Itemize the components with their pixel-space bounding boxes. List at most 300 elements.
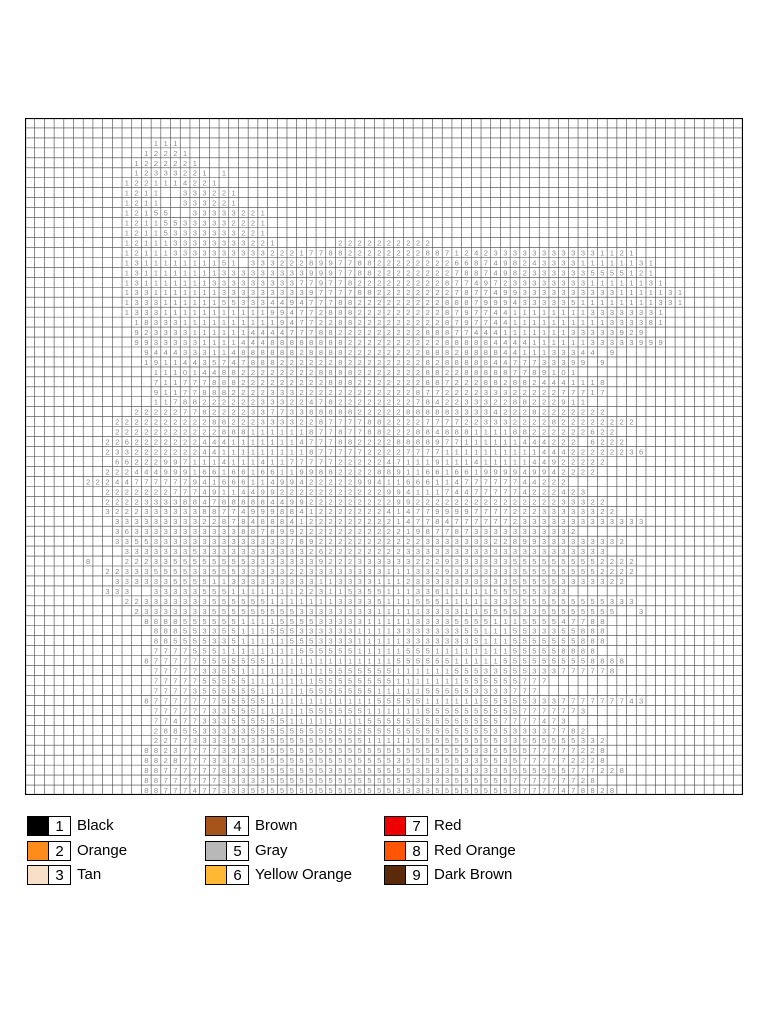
cell-number: 2 [610, 557, 614, 566]
cell-number: 1 [232, 457, 236, 466]
cell-number: 8 [426, 368, 430, 377]
cell-number: 3 [561, 517, 565, 526]
cell-number: 8 [270, 338, 274, 347]
cell-number: 3 [125, 517, 129, 526]
cell-number: 5 [445, 706, 449, 715]
cell-number: 4 [552, 467, 556, 476]
cell-number: 1 [222, 308, 226, 317]
cell-number: 2 [319, 388, 323, 397]
cell-number: 1 [173, 308, 177, 317]
cell-number: 2 [193, 179, 197, 188]
cell-number: 2 [173, 428, 177, 437]
cell-number: 7 [280, 408, 284, 417]
cell-number: 3 [571, 348, 575, 357]
cell-number: 4 [493, 258, 497, 267]
cell-number: 8 [445, 298, 449, 307]
cell-number: 3 [338, 617, 342, 626]
cell-number: 5 [464, 786, 468, 795]
cell-number: 3 [134, 577, 138, 586]
cell-number: 2 [396, 547, 400, 556]
cell-number: 1 [222, 647, 226, 656]
cell-number: 3 [212, 637, 216, 646]
cell-number: 2 [387, 258, 391, 267]
cell-number: 5 [251, 607, 255, 616]
cell-number: 5 [542, 567, 546, 576]
cell-number: 8 [299, 537, 303, 546]
cell-number: 1 [251, 308, 255, 317]
cell-number: 9 [464, 308, 468, 317]
cell-number: 8 [329, 248, 333, 257]
cell-number: 1 [416, 457, 420, 466]
cell-number: 4 [299, 438, 303, 447]
cell-number: 3 [513, 726, 517, 735]
cell-number: 5 [571, 657, 575, 666]
cell-number: 1 [358, 627, 362, 636]
cell-number: 3 [474, 527, 478, 536]
cell-number: 3 [455, 408, 459, 417]
cell-number: 3 [600, 517, 604, 526]
cell-number: 8 [241, 428, 245, 437]
cell-number: 2 [571, 408, 575, 417]
cell-number: 2 [329, 537, 333, 546]
cell-number: 2 [251, 368, 255, 377]
cell-number: 5 [435, 726, 439, 735]
cell-number: 1 [154, 258, 158, 267]
cell-number: 5 [319, 686, 323, 695]
cell-number: 4 [261, 457, 265, 466]
cell-number: 1 [503, 448, 507, 457]
cell-number: 1 [309, 716, 313, 725]
cell-number: 8 [426, 398, 430, 407]
cell-number: 5 [484, 736, 488, 745]
cell-number: 5 [338, 676, 342, 685]
cell-number: 8 [455, 527, 459, 536]
cell-number: 1 [493, 438, 497, 447]
cell-number: 8 [154, 766, 158, 775]
cell-number: 3 [134, 298, 138, 307]
cell-number: 1 [571, 318, 575, 327]
cell-number: 3 [561, 348, 565, 357]
cell-number: 2 [513, 388, 517, 397]
cell-number: 3 [445, 547, 449, 556]
cell-number: 3 [290, 288, 294, 297]
cell-number: 5 [329, 786, 333, 795]
cell-number: 7 [493, 507, 497, 516]
cell-number: 3 [329, 627, 333, 636]
cell-number: 3 [600, 547, 604, 556]
cell-number: 5 [299, 746, 303, 755]
legend-label: Yellow Orange [255, 865, 352, 885]
cell-number: 2 [134, 418, 138, 427]
cell-number: 3 [523, 547, 527, 556]
cell-number: 8 [173, 756, 177, 765]
cell-number: 1 [125, 268, 129, 277]
cell-number: 2 [600, 567, 604, 576]
cell-number: 3 [173, 597, 177, 606]
cell-number: 3 [591, 338, 595, 347]
cell-number: 3 [241, 268, 245, 277]
cell-number: 8 [474, 348, 478, 357]
cell-number: 5 [435, 657, 439, 666]
cell-number: 8 [367, 268, 371, 277]
cell-number: 6 [270, 467, 274, 476]
cell-number: 3 [212, 278, 216, 287]
cell-number: 5 [416, 746, 420, 755]
cell-number: 9 [309, 288, 313, 297]
cell-number: 2 [280, 368, 284, 377]
cell-number: 3 [542, 547, 546, 556]
cell-number: 8 [319, 418, 323, 427]
cell-number: 3 [416, 587, 420, 596]
cell-number: 8 [329, 467, 333, 476]
cell-number: 7 [484, 477, 488, 486]
cell-number: 1 [241, 438, 245, 447]
cell-number: 3 [484, 686, 488, 695]
cell-number: 5 [270, 746, 274, 755]
cell-number: 1 [164, 398, 168, 407]
cell-number: 7 [193, 657, 197, 666]
cell-number: 3 [552, 547, 556, 556]
cell-number: 5 [455, 617, 459, 626]
cell-number: 2 [610, 766, 614, 775]
cell-number: 1 [523, 318, 527, 327]
cell-number: 3 [144, 308, 148, 317]
cell-number: 2 [474, 378, 478, 387]
cell-number: 2 [329, 557, 333, 566]
cell-number: 2 [358, 467, 362, 476]
cell-number: 1 [396, 706, 400, 715]
cell-number: 7 [513, 686, 517, 695]
cell-number: 2 [309, 527, 313, 536]
cell-number: 1 [542, 338, 546, 347]
cell-number: 3 [232, 537, 236, 546]
cell-number: 7 [173, 766, 177, 775]
cell-number: 2 [503, 537, 507, 546]
cell-number: 1 [290, 657, 294, 666]
legend-swatch [27, 841, 49, 861]
cell-number: 1 [329, 716, 333, 725]
cell-number: 3 [552, 517, 556, 526]
cell-number: 3 [542, 507, 546, 516]
cell-number: 3 [426, 587, 430, 596]
cell-number: 2 [493, 497, 497, 506]
cell-number: 7 [474, 477, 478, 486]
cell-number: 3 [455, 637, 459, 646]
cell-number: 8 [261, 348, 265, 357]
cell-number: 2 [367, 547, 371, 556]
cell-number: 3 [426, 786, 430, 795]
cell-number: 2 [134, 448, 138, 457]
cell-number: 3 [125, 537, 129, 546]
cell-number: 1 [464, 448, 468, 457]
cell-number: 1 [241, 627, 245, 636]
cell-number: 3 [183, 228, 187, 237]
cell-number: 2 [348, 467, 352, 476]
cell-number: 9 [542, 368, 546, 377]
cell-number: 9 [561, 398, 565, 407]
cell-number: 4 [513, 348, 517, 357]
cell-number: 1 [445, 448, 449, 457]
cell-number: 5 [561, 736, 565, 745]
cell-number: 7 [610, 696, 614, 705]
cell-number: 8 [173, 726, 177, 735]
cell-number: 2 [455, 348, 459, 357]
cell-number: 7 [591, 667, 595, 676]
cell-number: 1 [455, 676, 459, 685]
cell-number: 7 [455, 268, 459, 277]
cell-number: 5 [445, 686, 449, 695]
cell-number: 5 [367, 726, 371, 735]
cell-number: 1 [406, 686, 410, 695]
cell-number: 5 [474, 776, 478, 785]
cell-number: 5 [552, 577, 556, 586]
cell-number: 1 [416, 706, 420, 715]
cell-number: 2 [396, 418, 400, 427]
cell-number: 8 [261, 497, 265, 506]
cell-number: 2 [542, 398, 546, 407]
cell-number: 8 [154, 617, 158, 626]
cell-number: 1 [125, 258, 129, 267]
cell-number: 3 [319, 637, 323, 646]
cell-number: 5 [319, 756, 323, 765]
legend-label: Dark Brown [434, 865, 512, 885]
cell-number: 1 [581, 378, 585, 387]
cell-number: 2 [358, 408, 362, 417]
cell-number: 5 [241, 706, 245, 715]
cell-number: 8 [358, 268, 362, 277]
cell-number: 1 [455, 248, 459, 257]
cell-number: 2 [144, 557, 148, 566]
cell-number: 5 [241, 676, 245, 685]
cell-number: 8 [600, 378, 604, 387]
cell-number: 3 [164, 507, 168, 516]
cell-number: 2 [309, 487, 313, 496]
cell-number: 1 [396, 507, 400, 516]
cell-number: 2 [222, 408, 226, 417]
cell-number: 2 [610, 567, 614, 576]
cell-number: 3 [134, 288, 138, 297]
cell-number: 3 [241, 766, 245, 775]
cell-number: 7 [183, 766, 187, 775]
cell-number: 7 [493, 477, 497, 486]
cell-number: 7 [513, 477, 517, 486]
cell-number: 5 [222, 607, 226, 616]
cell-number: 5 [493, 776, 497, 785]
cell-number: 4 [542, 448, 546, 457]
cell-number: 5 [503, 746, 507, 755]
cell-number: 1 [610, 248, 614, 257]
cell-number: 7 [474, 308, 478, 317]
cell-number: 8 [290, 348, 294, 357]
cell-number: 2 [396, 258, 400, 267]
cell-number: 3 [484, 527, 488, 536]
cell-number: 7 [532, 746, 536, 755]
cell-number: 7 [503, 487, 507, 496]
cell-number: 2 [358, 457, 362, 466]
cell-number: 5 [396, 766, 400, 775]
cell-number: 1 [270, 318, 274, 327]
cell-number: 8 [600, 657, 604, 666]
cell-number: 1 [377, 647, 381, 656]
cell-number: 5 [435, 736, 439, 745]
cell-number: 3 [445, 776, 449, 785]
cell-number: 1 [387, 647, 391, 656]
cell-number: 2 [125, 507, 129, 516]
cell-number: 5 [232, 298, 236, 307]
cell-number: 2 [338, 517, 342, 526]
cell-number: 1 [474, 428, 478, 437]
cell-number: 5 [377, 587, 381, 596]
cell-number: 7 [173, 477, 177, 486]
cell-number: 1 [280, 706, 284, 715]
cell-number: 3 [591, 308, 595, 317]
cell-number: 2 [173, 438, 177, 447]
cell-number: 1 [183, 278, 187, 287]
cell-number: 5 [416, 726, 420, 735]
cell-number: 3 [435, 617, 439, 626]
cell-number: 3 [571, 248, 575, 257]
cell-number: 8 [299, 338, 303, 347]
cell-number: 3 [484, 766, 488, 775]
cell-number: 3 [164, 517, 168, 526]
cell-number: 3 [464, 537, 468, 546]
cell-number: 7 [329, 278, 333, 287]
cell-number: 4 [532, 258, 536, 267]
cell-number: 5 [561, 657, 565, 666]
cell-number: 3 [232, 288, 236, 297]
cell-number: 1 [261, 587, 265, 596]
cell-number: 2 [377, 398, 381, 407]
cell-number: 5 [232, 597, 236, 606]
cell-number: 1 [212, 457, 216, 466]
cell-number: 4 [561, 378, 565, 387]
cell-number: 1 [290, 448, 294, 457]
cell-number: 5 [202, 617, 206, 626]
cell-number: 1 [241, 448, 245, 457]
cell-number: 2 [367, 438, 371, 447]
cell-number: 1 [261, 667, 265, 676]
cell-number: 5 [270, 726, 274, 735]
cell-number: 3 [134, 527, 138, 536]
cell-number: 7 [154, 477, 158, 486]
cell-number: 1 [270, 657, 274, 666]
cell-number: 7 [552, 786, 556, 795]
cell-number: 2 [532, 378, 536, 387]
cell-number: 4 [232, 358, 236, 367]
cell-number: 1 [241, 617, 245, 626]
cell-number: 1 [358, 716, 362, 725]
cell-number: 7 [503, 477, 507, 486]
cell-number: 4 [493, 268, 497, 277]
cell-number: 7 [232, 507, 236, 516]
cell-number: 4 [202, 438, 206, 447]
cell-number: 7 [493, 278, 497, 287]
cell-number: 1 [202, 338, 206, 347]
cell-number: 1 [280, 457, 284, 466]
cell-number: 1 [387, 577, 391, 586]
cell-number: 5 [561, 607, 565, 616]
cell-number: 3 [639, 258, 643, 267]
cell-number: 7 [581, 696, 585, 705]
cell-number: 2 [125, 557, 129, 566]
cell-number: 7 [261, 527, 265, 536]
cell-number: 3 [552, 587, 556, 596]
cell-number: 2 [367, 238, 371, 247]
cell-number: 3 [445, 627, 449, 636]
cell-number: 5 [513, 607, 517, 616]
cell-number: 5 [455, 716, 459, 725]
cell-number: 1 [270, 676, 274, 685]
cell-number: 2 [387, 418, 391, 427]
cell-number: 1 [144, 248, 148, 257]
cell-number: 3 [222, 736, 226, 745]
cell-number: 8 [426, 348, 430, 357]
cell-number: 2 [435, 288, 439, 297]
cell-number: 7 [484, 308, 488, 317]
cell-number: 2 [571, 457, 575, 466]
cell-number: 1 [222, 467, 226, 476]
cell-number: 2 [435, 278, 439, 287]
cell-number: 8 [591, 657, 595, 666]
cell-number: 7 [464, 527, 468, 536]
cell-number: 1 [154, 278, 158, 287]
cell-number: 2 [523, 507, 527, 516]
cell-number: 5 [523, 567, 527, 576]
cell-number: 7 [164, 676, 168, 685]
cell-number: 2 [367, 298, 371, 307]
cell-number: 7 [338, 268, 342, 277]
cell-number: 1 [658, 278, 662, 287]
cell-number: 9 [503, 467, 507, 476]
cell-number: 6 [125, 527, 129, 536]
cell-number: 3 [552, 248, 556, 257]
cell-number: 5 [561, 597, 565, 606]
cell-number: 8 [251, 358, 255, 367]
cell-number: 2 [125, 418, 129, 427]
cell-number: 1 [241, 328, 245, 337]
cell-number: 4 [406, 507, 410, 516]
cell-number: 2 [212, 189, 216, 198]
cell-number: 5 [367, 667, 371, 676]
cell-number: 5 [600, 597, 604, 606]
cell-number: 1 [261, 637, 265, 646]
cell-number: 2 [435, 338, 439, 347]
cell-number: 5 [474, 627, 478, 636]
cell-number: 5 [387, 676, 391, 685]
cell-number: 5 [309, 746, 313, 755]
cell-number: 1 [125, 189, 129, 198]
cell-number: 1 [280, 448, 284, 457]
cell-number: 8 [620, 766, 624, 775]
cell-number: 7 [455, 318, 459, 327]
cell-number: 3 [503, 248, 507, 257]
cell-number: 2 [348, 248, 352, 257]
cell-number: 9 [396, 487, 400, 496]
cell-number: 3 [232, 726, 236, 735]
cell-number: 3 [348, 567, 352, 576]
cell-number: 1 [445, 477, 449, 486]
cell-number: 3 [552, 527, 556, 536]
cell-number: 3 [464, 577, 468, 586]
cell-number: 3 [571, 497, 575, 506]
cell-number: 5 [212, 647, 216, 656]
cell-number: 3 [571, 507, 575, 516]
cell-number: 2 [144, 408, 148, 417]
cell-number: 7 [173, 398, 177, 407]
cell-number: 1 [144, 268, 148, 277]
cell-number: 2 [338, 537, 342, 546]
cell-number: 5 [464, 676, 468, 685]
